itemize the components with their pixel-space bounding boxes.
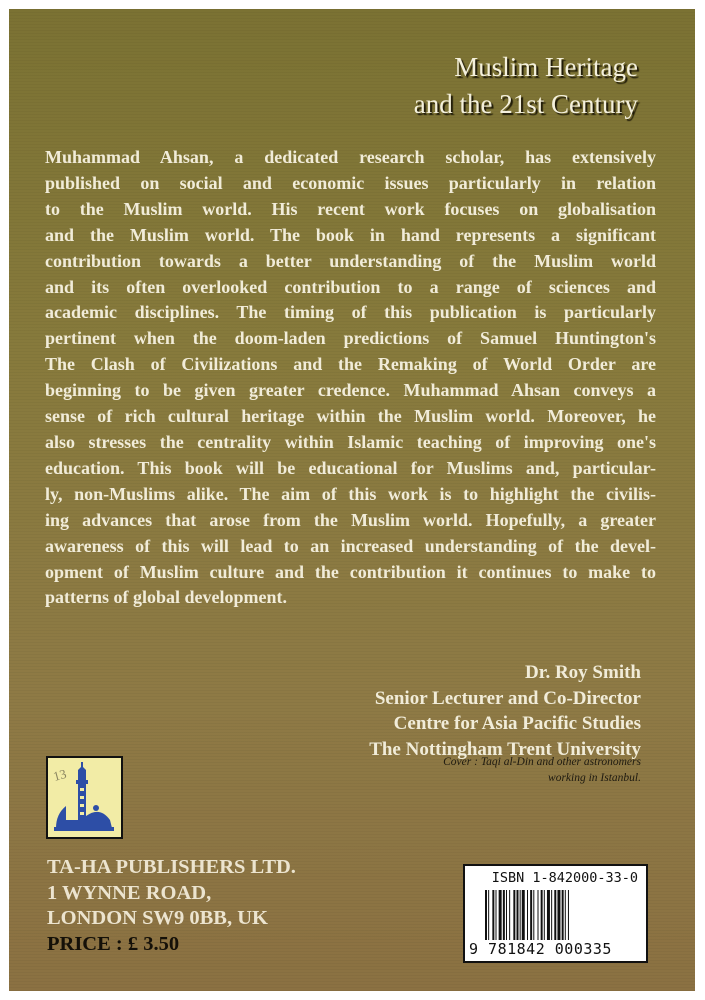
publisher-address-2: LONDON SW9 0BB, UK xyxy=(47,907,268,929)
blurb-line: opment of Muslim culture and the contribution it continues to make to xyxy=(45,561,656,582)
book-back-cover xyxy=(9,9,695,991)
blurb-line: also stresses the centrality within Islamic teaching of improving one's xyxy=(45,431,656,452)
price: PRICE : £ 3.50 xyxy=(47,932,180,955)
endorser-name: Dr. Roy Smith xyxy=(525,662,641,683)
isbn-barcode-box xyxy=(463,864,648,963)
title-line-1: Muslim Heritage xyxy=(454,52,638,82)
blurb-paragraph xyxy=(45,145,656,611)
isbn-label: ISBN 1-842000-33-0 xyxy=(491,870,638,886)
blurb-line: Muhammad Ahsan, a dedicated research scholar, has extensively xyxy=(45,147,656,167)
cover-caption xyxy=(443,754,641,786)
publisher-address-1: 1 WYNNE ROAD, xyxy=(47,881,212,904)
blurb-line: beginning to be given greater credence. Muhammad Ahsan conveys a xyxy=(45,380,656,401)
blurb-line: education. This book will be educational for Muslims and, particular- xyxy=(45,457,656,478)
blurb-line: contribution towards a better understanding of the Muslim world xyxy=(45,250,656,271)
endorser-centre: Centre for Asia Pacific Studies xyxy=(393,713,641,734)
blurb-line: academic disciplines. The timing of this publication is particularly xyxy=(45,302,656,323)
endorser-university: The Nottingham Trent University xyxy=(369,738,641,760)
blurb-line: ing advances that arose from the Muslim world. Hopefully, a greater xyxy=(45,509,656,530)
publisher-name: TA-HA PUBLISHERS LTD. xyxy=(47,856,296,878)
barcode-number: 9 781842 000335 xyxy=(469,940,612,958)
blurb-line: patterns of global development. xyxy=(45,587,287,608)
publisher-logo xyxy=(46,756,123,839)
minaret-logo-icon xyxy=(48,758,121,837)
publisher-info xyxy=(47,855,296,957)
svg-text:13: 13 xyxy=(51,766,68,784)
blurb-line: awareness of this will lead to an increased understanding of the devel- xyxy=(45,535,656,556)
endorser-role: Senior Lecturer and Co-Director xyxy=(374,687,641,709)
book-title xyxy=(414,49,638,123)
endorsement-signature xyxy=(369,660,641,762)
title-line-2: and the 21st Century xyxy=(413,89,638,119)
blurb-line: and its often overlooked contribution to a range of sciences and xyxy=(45,276,656,297)
blurb-line: The Clash of Civilizations and the Remaking of World Order are xyxy=(45,354,656,375)
blurb-line: pertinent when the doom-laden predictions of Samuel Huntington's xyxy=(45,328,656,349)
blurb-line: sense of rich cultural heritage within the Muslim world. Moreover, he xyxy=(45,406,656,427)
caption-line-1: Cover : Taqi al-Din and other astronomers xyxy=(443,756,641,768)
blurb-line: published on social and economic issues particularly in relation xyxy=(45,172,656,193)
blurb-line: and the Muslim world. The book in hand represents a significant xyxy=(45,224,656,245)
blurb-line: ly, non-Muslims alike. The aim of this work is to highlight the civilis- xyxy=(45,483,656,504)
blurb-line: to the Muslim world. His recent work focuses on globalisation xyxy=(45,198,656,219)
caption-line-2: working in Istanbul. xyxy=(548,772,641,784)
